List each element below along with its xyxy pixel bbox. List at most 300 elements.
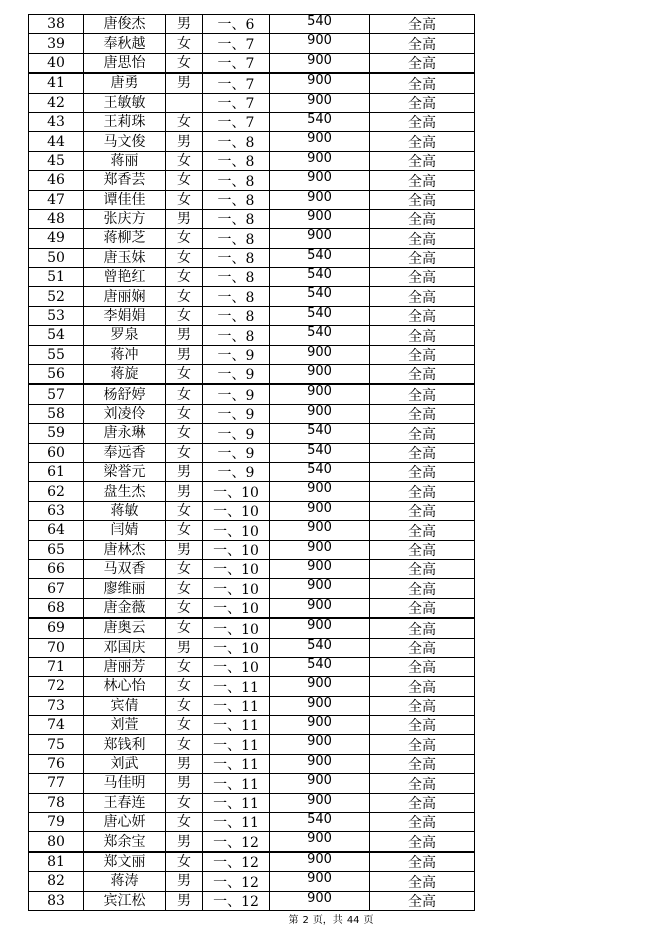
- cell-level: 全高: [370, 559, 475, 578]
- table-row: [29, 132, 475, 151]
- table-row: [29, 482, 475, 501]
- cell-gender: 男: [166, 73, 203, 93]
- cell-level: 全高: [370, 190, 475, 209]
- cell-level: 全高: [370, 443, 475, 462]
- cell-level: 全高: [370, 618, 475, 638]
- cell-name: 曾艳红: [84, 268, 166, 287]
- cell-number: 60: [29, 443, 84, 462]
- cell-amount: 540: [270, 306, 370, 325]
- cell-level: 全高: [370, 579, 475, 598]
- cell-level: 全高: [370, 774, 475, 793]
- cell-name: 杨舒婷: [84, 384, 166, 404]
- cell-level: 全高: [370, 326, 475, 345]
- cell-number: 52: [29, 287, 84, 306]
- cell-number: 43: [29, 112, 84, 131]
- footer-page-number: 2: [302, 915, 309, 926]
- footer-middle: 页，共: [312, 915, 343, 926]
- cell-number: 71: [29, 657, 84, 676]
- cell-name: 刘萱: [84, 716, 166, 735]
- cell-class: 一、7: [203, 53, 270, 73]
- cell-class: 一、8: [203, 248, 270, 267]
- cell-gender: 男: [166, 891, 203, 910]
- cell-number: 40: [29, 53, 84, 73]
- cell-gender: 女: [166, 696, 203, 715]
- cell-class: 一、7: [203, 112, 270, 131]
- cell-number: 75: [29, 735, 84, 754]
- cell-level: 全高: [370, 716, 475, 735]
- cell-name: 唐永琳: [84, 424, 166, 443]
- cell-name: 唐丽娴: [84, 287, 166, 306]
- cell-name: 闫婧: [84, 521, 166, 540]
- table-row: [29, 404, 475, 423]
- cell-name: 宾倩: [84, 696, 166, 715]
- cell-amount: 900: [270, 171, 370, 190]
- cell-class: 一、7: [203, 93, 270, 112]
- cell-class: 一、8: [203, 287, 270, 306]
- cell-name: 李娟娟: [84, 306, 166, 325]
- cell-number: 51: [29, 268, 84, 287]
- cell-level: 全高: [370, 404, 475, 423]
- cell-gender: 女: [166, 598, 203, 618]
- cell-name: 宾江松: [84, 891, 166, 910]
- table-row: [29, 151, 475, 170]
- cell-name: 马文俊: [84, 132, 166, 151]
- cell-number: 59: [29, 424, 84, 443]
- cell-amount: 900: [270, 735, 370, 754]
- cell-amount: 540: [270, 287, 370, 306]
- cell-class: 一、11: [203, 716, 270, 735]
- table-row: [29, 268, 475, 287]
- cell-class: 一、8: [203, 326, 270, 345]
- cell-level: 全高: [370, 424, 475, 443]
- cell-amount: 900: [270, 229, 370, 248]
- cell-amount: 540: [270, 248, 370, 267]
- cell-name: 王莉珠: [84, 112, 166, 131]
- footer-total-pages: 44: [346, 915, 360, 926]
- table-row: [29, 716, 475, 735]
- cell-amount: 540: [270, 443, 370, 462]
- table-row: [29, 677, 475, 696]
- table-row: [29, 754, 475, 773]
- cell-level: 全高: [370, 287, 475, 306]
- cell-level: 全高: [370, 696, 475, 715]
- cell-level: 全高: [370, 540, 475, 559]
- cell-level: 全高: [370, 754, 475, 773]
- cell-name: 唐林杰: [84, 540, 166, 559]
- cell-class: 一、11: [203, 677, 270, 696]
- table-row: [29, 657, 475, 676]
- cell-class: 一、11: [203, 813, 270, 832]
- table-row: [29, 384, 475, 404]
- cell-gender: 男: [166, 482, 203, 501]
- cell-name: 蒋旋: [84, 365, 166, 385]
- cell-class: 一、9: [203, 365, 270, 385]
- cell-level: 全高: [370, 171, 475, 190]
- cell-name: 郑钱利: [84, 735, 166, 754]
- cell-class: 一、12: [203, 872, 270, 891]
- cell-class: 一、9: [203, 424, 270, 443]
- cell-level: 全高: [370, 345, 475, 364]
- table-row: [29, 832, 475, 852]
- cell-amount: 900: [270, 34, 370, 53]
- cell-gender: 女: [166, 248, 203, 267]
- cell-class: 一、8: [203, 229, 270, 248]
- table-row: [29, 696, 475, 715]
- cell-class: 一、12: [203, 832, 270, 852]
- cell-class: 一、10: [203, 501, 270, 520]
- table-row: [29, 326, 475, 345]
- cell-level: 全高: [370, 677, 475, 696]
- cell-level: 全高: [370, 735, 475, 754]
- cell-name: 郑香芸: [84, 171, 166, 190]
- cell-number: 48: [29, 209, 84, 228]
- cell-gender: 男: [166, 462, 203, 481]
- cell-number: 62: [29, 482, 84, 501]
- cell-number: 49: [29, 229, 84, 248]
- cell-number: 79: [29, 813, 84, 832]
- cell-gender: 女: [166, 53, 203, 73]
- cell-gender: 女: [166, 306, 203, 325]
- cell-amount: 900: [270, 190, 370, 209]
- cell-number: 63: [29, 501, 84, 520]
- cell-gender: 女: [166, 677, 203, 696]
- cell-class: 一、8: [203, 268, 270, 287]
- cell-name: 唐玉妹: [84, 248, 166, 267]
- cell-name: 刘武: [84, 754, 166, 773]
- cell-number: 65: [29, 540, 84, 559]
- cell-amount: 540: [270, 638, 370, 657]
- cell-class: 一、12: [203, 852, 270, 872]
- cell-gender: 女: [166, 190, 203, 209]
- cell-amount: 540: [270, 268, 370, 287]
- cell-level: 全高: [370, 462, 475, 481]
- cell-number: 53: [29, 306, 84, 325]
- cell-amount: 900: [270, 852, 370, 872]
- cell-class: 一、10: [203, 638, 270, 657]
- cell-number: 44: [29, 132, 84, 151]
- cell-level: 全高: [370, 73, 475, 93]
- cell-gender: 女: [166, 287, 203, 306]
- cell-level: 全高: [370, 384, 475, 404]
- cell-level: 全高: [370, 15, 475, 34]
- cell-class: 一、10: [203, 618, 270, 638]
- cell-gender: 女: [166, 151, 203, 170]
- cell-number: 80: [29, 832, 84, 852]
- cell-number: 70: [29, 638, 84, 657]
- cell-gender: 女: [166, 501, 203, 520]
- cell-amount: 540: [270, 813, 370, 832]
- cell-class: 一、11: [203, 754, 270, 773]
- cell-gender: 女: [166, 384, 203, 404]
- cell-amount: 900: [270, 872, 370, 891]
- cell-gender: 女: [166, 793, 203, 812]
- cell-gender: 女: [166, 404, 203, 423]
- cell-level: 全高: [370, 112, 475, 131]
- cell-number: 78: [29, 793, 84, 812]
- cell-gender: 女: [166, 618, 203, 638]
- cell-name: 蒋丽: [84, 151, 166, 170]
- table-row: [29, 248, 475, 267]
- cell-number: 38: [29, 15, 84, 34]
- cell-amount: 900: [270, 579, 370, 598]
- table-row: [29, 618, 475, 638]
- table-row: [29, 287, 475, 306]
- cell-name: 盘生杰: [84, 482, 166, 501]
- cell-amount: 900: [270, 73, 370, 93]
- table-row: [29, 365, 475, 385]
- cell-level: 全高: [370, 306, 475, 325]
- cell-gender: 女: [166, 443, 203, 462]
- cell-amount: 900: [270, 754, 370, 773]
- table-row: [29, 521, 475, 540]
- cell-number: 69: [29, 618, 84, 638]
- cell-amount: 900: [270, 716, 370, 735]
- cell-level: 全高: [370, 638, 475, 657]
- table-row: [29, 209, 475, 228]
- cell-gender: 男: [166, 754, 203, 773]
- cell-level: 全高: [370, 151, 475, 170]
- cell-number: 45: [29, 151, 84, 170]
- cell-number: 46: [29, 171, 84, 190]
- cell-class: 一、7: [203, 73, 270, 93]
- cell-gender: 女: [166, 579, 203, 598]
- cell-level: 全高: [370, 132, 475, 151]
- cell-gender: 女: [166, 229, 203, 248]
- cell-class: 一、9: [203, 384, 270, 404]
- student-table: [28, 14, 475, 911]
- table-row: [29, 229, 475, 248]
- cell-gender: 男: [166, 638, 203, 657]
- cell-amount: 900: [270, 832, 370, 852]
- cell-class: 一、10: [203, 482, 270, 501]
- cell-name: 唐俊杰: [84, 15, 166, 34]
- cell-name: 马佳明: [84, 774, 166, 793]
- cell-amount: 900: [270, 93, 370, 112]
- cell-name: 唐丽芳: [84, 657, 166, 676]
- cell-name: 郑文丽: [84, 852, 166, 872]
- cell-amount: 900: [270, 540, 370, 559]
- cell-amount: 900: [270, 404, 370, 423]
- table-row: [29, 579, 475, 598]
- cell-gender: 女: [166, 813, 203, 832]
- cell-class: 一、11: [203, 696, 270, 715]
- table-row: [29, 171, 475, 190]
- cell-name: 唐奥云: [84, 618, 166, 638]
- cell-name: 郑余宝: [84, 832, 166, 852]
- cell-level: 全高: [370, 891, 475, 910]
- cell-name: 罗泉: [84, 326, 166, 345]
- table-row: [29, 540, 475, 559]
- table-row: [29, 93, 475, 112]
- cell-gender: 男: [166, 832, 203, 852]
- cell-name: 邓国庆: [84, 638, 166, 657]
- cell-name: 梁誉元: [84, 462, 166, 481]
- cell-class: 一、8: [203, 306, 270, 325]
- cell-level: 全高: [370, 793, 475, 812]
- cell-name: 蒋敏: [84, 501, 166, 520]
- cell-amount: 900: [270, 696, 370, 715]
- cell-amount: 900: [270, 618, 370, 638]
- footer-suffix: 页: [363, 915, 374, 926]
- cell-amount: 540: [270, 112, 370, 131]
- cell-gender: 男: [166, 774, 203, 793]
- cell-number: 74: [29, 716, 84, 735]
- cell-class: 一、11: [203, 793, 270, 812]
- cell-name: 唐心妍: [84, 813, 166, 832]
- cell-number: 47: [29, 190, 84, 209]
- cell-amount: 540: [270, 462, 370, 481]
- cell-amount: 900: [270, 151, 370, 170]
- cell-number: 61: [29, 462, 84, 481]
- cell-class: 一、6: [203, 15, 270, 34]
- cell-class: 一、7: [203, 34, 270, 53]
- cell-gender: 女: [166, 365, 203, 385]
- cell-number: 56: [29, 365, 84, 385]
- cell-class: 一、8: [203, 190, 270, 209]
- cell-level: 全高: [370, 852, 475, 872]
- cell-class: 一、11: [203, 774, 270, 793]
- cell-amount: 540: [270, 15, 370, 34]
- cell-class: 一、9: [203, 345, 270, 364]
- cell-name: 唐勇: [84, 73, 166, 93]
- table-row: [29, 73, 475, 93]
- cell-amount: 540: [270, 424, 370, 443]
- cell-level: 全高: [370, 34, 475, 53]
- cell-name: 谭佳佳: [84, 190, 166, 209]
- cell-class: 一、10: [203, 579, 270, 598]
- cell-amount: 900: [270, 501, 370, 520]
- table-row: [29, 774, 475, 793]
- cell-name: 林心怡: [84, 677, 166, 696]
- cell-name: 奉远香: [84, 443, 166, 462]
- table-row: [29, 598, 475, 618]
- cell-class: 一、10: [203, 559, 270, 578]
- cell-class: 一、9: [203, 462, 270, 481]
- cell-amount: 900: [270, 677, 370, 696]
- table-row: [29, 501, 475, 520]
- cell-gender: 男: [166, 326, 203, 345]
- cell-gender: 女: [166, 34, 203, 53]
- cell-number: 64: [29, 521, 84, 540]
- cell-name: 唐思怡: [84, 53, 166, 73]
- cell-gender: 男: [166, 872, 203, 891]
- cell-gender: 男: [166, 209, 203, 228]
- cell-gender: 女: [166, 112, 203, 131]
- cell-class: 一、12: [203, 891, 270, 910]
- cell-name: 蒋柳芝: [84, 229, 166, 248]
- cell-amount: 900: [270, 793, 370, 812]
- cell-level: 全高: [370, 229, 475, 248]
- cell-gender: 女: [166, 735, 203, 754]
- table-row: [29, 53, 475, 73]
- cell-gender: 男: [166, 132, 203, 151]
- cell-amount: 900: [270, 482, 370, 501]
- cell-amount: 900: [270, 521, 370, 540]
- cell-level: 全高: [370, 872, 475, 891]
- cell-name: 奉秋越: [84, 34, 166, 53]
- cell-gender: 女: [166, 521, 203, 540]
- cell-number: 81: [29, 852, 84, 872]
- table-row: [29, 735, 475, 754]
- cell-number: 68: [29, 598, 84, 618]
- table-row: [29, 345, 475, 364]
- cell-name: 王春连: [84, 793, 166, 812]
- cell-amount: 900: [270, 774, 370, 793]
- cell-amount: 900: [270, 53, 370, 73]
- footer-prefix: 第: [288, 915, 299, 926]
- cell-amount: 900: [270, 365, 370, 385]
- cell-amount: 900: [270, 559, 370, 578]
- table-row: [29, 852, 475, 872]
- cell-number: 73: [29, 696, 84, 715]
- cell-level: 全高: [370, 248, 475, 267]
- table-row: [29, 793, 475, 812]
- cell-number: 42: [29, 93, 84, 112]
- cell-number: 39: [29, 34, 84, 53]
- cell-level: 全高: [370, 268, 475, 287]
- cell-amount: 900: [270, 345, 370, 364]
- cell-number: 82: [29, 872, 84, 891]
- cell-class: 一、8: [203, 209, 270, 228]
- cell-name: 唐金薇: [84, 598, 166, 618]
- cell-number: 54: [29, 326, 84, 345]
- table-row: [29, 443, 475, 462]
- cell-gender: 女: [166, 657, 203, 676]
- cell-class: 一、9: [203, 443, 270, 462]
- cell-number: 76: [29, 754, 84, 773]
- cell-level: 全高: [370, 832, 475, 852]
- table-row: [29, 559, 475, 578]
- cell-gender: 男: [166, 345, 203, 364]
- cell-class: 一、8: [203, 151, 270, 170]
- cell-name: 刘凌伶: [84, 404, 166, 423]
- student-table-body: [29, 15, 475, 911]
- cell-gender: 女: [166, 424, 203, 443]
- cell-gender: 女: [166, 852, 203, 872]
- cell-gender: 女: [166, 268, 203, 287]
- cell-class: 一、10: [203, 540, 270, 559]
- cell-number: 72: [29, 677, 84, 696]
- cell-level: 全高: [370, 365, 475, 385]
- cell-level: 全高: [370, 501, 475, 520]
- cell-name: 蒋涛: [84, 872, 166, 891]
- table-row: [29, 34, 475, 53]
- table-row: [29, 638, 475, 657]
- cell-number: 83: [29, 891, 84, 910]
- cell-level: 全高: [370, 209, 475, 228]
- table-row: [29, 306, 475, 325]
- cell-amount: 900: [270, 384, 370, 404]
- cell-level: 全高: [370, 521, 475, 540]
- cell-level: 全高: [370, 53, 475, 73]
- cell-number: 50: [29, 248, 84, 267]
- cell-gender: [166, 93, 203, 112]
- cell-class: 一、9: [203, 404, 270, 423]
- cell-number: 41: [29, 73, 84, 93]
- cell-level: 全高: [370, 657, 475, 676]
- table-row: [29, 872, 475, 891]
- cell-number: 55: [29, 345, 84, 364]
- cell-name: 张庆方: [84, 209, 166, 228]
- cell-number: 57: [29, 384, 84, 404]
- cell-number: 58: [29, 404, 84, 423]
- cell-class: 一、8: [203, 171, 270, 190]
- cell-gender: 男: [166, 15, 203, 34]
- cell-amount: 900: [270, 891, 370, 910]
- cell-class: 一、10: [203, 598, 270, 618]
- cell-amount: 540: [270, 326, 370, 345]
- table-row: [29, 462, 475, 481]
